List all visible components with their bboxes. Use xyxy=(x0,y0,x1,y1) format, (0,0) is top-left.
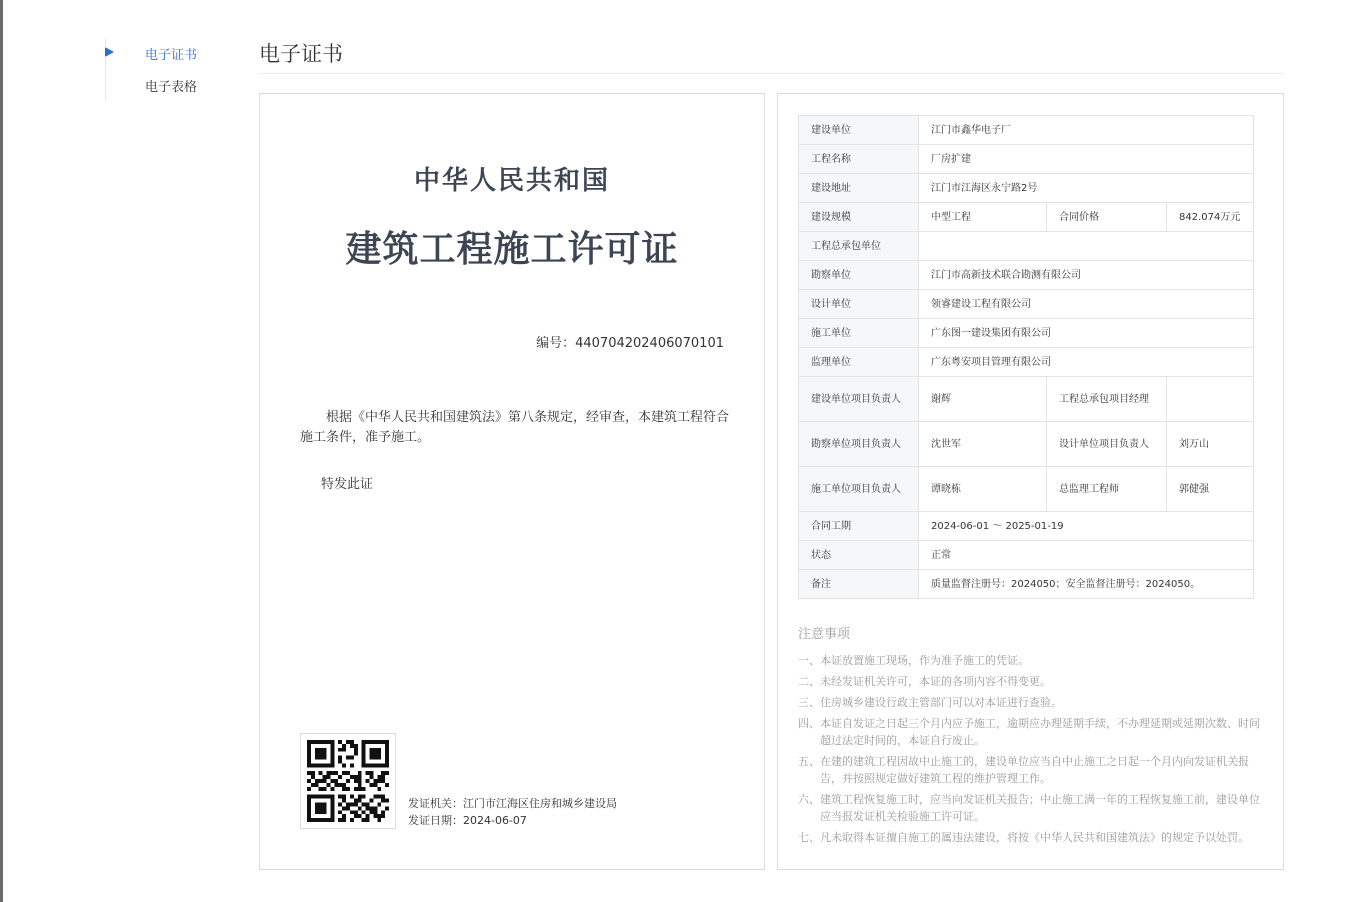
notice-text: 在建的建筑工程因故中止施工的，建设单位应当自中止施工之日起一个月内向发证机关报告，并按照规定做好建筑工程的维护管理工作。 xyxy=(820,755,1249,785)
row-label: 设计单位项目负责人 xyxy=(1047,422,1167,467)
design-pm-value: 刘万山 xyxy=(1167,422,1254,467)
row-label: 设计单位 xyxy=(799,290,919,319)
certificate-card xyxy=(259,93,765,870)
notice-item xyxy=(798,694,1263,711)
builder-pm-value: 谭晓栋 xyxy=(919,467,1047,512)
table-row xyxy=(799,541,1254,570)
nav-item-e-certificate[interactable]: 电子证书 xyxy=(145,48,198,63)
table-row xyxy=(799,261,1254,290)
notice-text: 本证放置施工现场，作为准予施工的凭证。 xyxy=(820,654,1029,667)
title-divider xyxy=(259,73,1283,74)
table-row xyxy=(799,174,1254,203)
notice-number: 五、 xyxy=(798,755,820,768)
construction-unit-value: 江门市鑫华电子厂 xyxy=(919,116,1254,145)
row-label: 勘察单位 xyxy=(799,261,919,290)
row-label: 施工单位项目负责人 xyxy=(799,467,919,512)
window-left-edge xyxy=(0,0,3,902)
notice-text: 本证自发证之日起三个月内应予施工，逾期应办理延期手续，不办理延期或延期次数、时间超过法定时间的，本证自行废止。 xyxy=(820,717,1260,747)
builder-unit-value: 广东图一建设集团有限公司 xyxy=(919,319,1254,348)
certificate-number: 编号：440704202406070101 xyxy=(536,336,724,351)
certificate-title: 建筑工程施工许可证 xyxy=(345,229,679,270)
notice-text: 未经发证机关许可，本证的各项内容不得变更。 xyxy=(820,675,1051,688)
notice-item xyxy=(798,652,1263,669)
certificate-body: 根据《中华人民共和国建筑法》第八条规定，经审查，本建筑工程符合施工条件，准予施工。 xyxy=(300,410,730,445)
active-indicator-icon xyxy=(105,47,113,57)
row-label: 合同工期 xyxy=(799,512,919,541)
row-label: 建设地址 xyxy=(799,174,919,203)
row-label: 监理单位 xyxy=(799,348,919,377)
status-value: 正常 xyxy=(919,541,1254,570)
row-label: 状态 xyxy=(799,541,919,570)
row-label: 合同价格 xyxy=(1047,203,1167,232)
table-row xyxy=(799,377,1254,422)
notice-item xyxy=(798,715,1263,749)
owner-pm-value: 谢辉 xyxy=(919,377,1047,422)
notice-item xyxy=(798,673,1263,690)
side-nav xyxy=(105,38,216,100)
table-row xyxy=(799,116,1254,145)
supervision-unit-value: 广东粤安项目管理有限公司 xyxy=(919,348,1254,377)
row-label: 勘察单位项目负责人 xyxy=(799,422,919,467)
notice-number: 七、 xyxy=(798,831,820,844)
certificate-issued-text: 特发此证 xyxy=(321,477,374,492)
chief-supervisor-value: 郭健强 xyxy=(1167,467,1254,512)
row-label: 总监理工程师 xyxy=(1047,467,1167,512)
design-unit-value: 领睿建设工程有限公司 xyxy=(919,290,1254,319)
notice-text: 凡未取得本证擅自施工的属违法建设，将按《中华人民共和国建筑法》的规定予以处罚。 xyxy=(820,831,1249,844)
qr-code-icon xyxy=(307,740,389,822)
table-row xyxy=(799,570,1254,599)
certificate-country: 中华人民共和国 xyxy=(413,166,610,196)
contract-price-value: 842.074万元 xyxy=(1167,203,1254,232)
notice-number: 六、 xyxy=(798,793,820,806)
notice-title: 注意事项 xyxy=(798,627,851,642)
survey-pm-value: 沈世军 xyxy=(919,422,1047,467)
survey-unit-value: 江门市高新技术联合勘测有限公司 xyxy=(919,261,1254,290)
project-info-card xyxy=(777,93,1284,870)
notice-list xyxy=(798,652,1263,850)
row-label: 建设单位项目负责人 xyxy=(799,377,919,422)
row-label: 备注 xyxy=(799,570,919,599)
issuing-authority: 发证机关：江门市江海区住房和城乡建设局 xyxy=(408,797,617,810)
table-row xyxy=(799,290,1254,319)
row-label: 工程总承包单位 xyxy=(799,232,919,261)
table-row xyxy=(799,467,1254,512)
notice-item xyxy=(798,829,1263,846)
table-row xyxy=(799,348,1254,377)
table-row xyxy=(799,232,1254,261)
nav-item-e-form[interactable]: 电子表格 xyxy=(145,80,198,95)
notice-number: 二、 xyxy=(798,675,820,688)
row-label: 建设规模 xyxy=(799,203,919,232)
contract-period-value: 2024-06-01 ～ 2025-01-19 xyxy=(919,512,1254,541)
row-label: 工程总承包项目经理 xyxy=(1047,377,1167,422)
notice-number: 四、 xyxy=(798,717,820,730)
address-value: 江门市江海区永宁路2号 xyxy=(919,174,1254,203)
qr-code xyxy=(300,733,396,829)
gc-pm-value xyxy=(1167,377,1254,422)
row-label: 施工单位 xyxy=(799,319,919,348)
project-info-table xyxy=(798,115,1254,599)
table-row xyxy=(799,512,1254,541)
project-name-value: 厂房扩建 xyxy=(919,145,1254,174)
page-title: 电子证书 xyxy=(259,42,343,66)
notice-number: 一、 xyxy=(798,654,820,667)
remarks-value: 质量监督注册号：2024050；安全监督注册号：2024050。 xyxy=(919,570,1254,599)
notice-text: 建筑工程恢复施工时，应当向发证机关报告；中止施工满一年的工程恢复施工前，建设单位应当报发证机关检验施工许可证。 xyxy=(820,793,1260,823)
row-label: 工程名称 xyxy=(799,145,919,174)
table-row xyxy=(799,203,1254,232)
notice-number: 三、 xyxy=(798,696,820,709)
table-row xyxy=(799,145,1254,174)
notice-item xyxy=(798,753,1263,787)
notice-text: 住房城乡建设行政主管部门可以对本证进行查验。 xyxy=(820,696,1062,709)
scale-value: 中型工程 xyxy=(919,203,1047,232)
notice-item xyxy=(798,791,1263,825)
issue-date: 发证日期：2024-06-07 xyxy=(408,814,527,827)
general-contractor-value xyxy=(919,232,1254,261)
table-row xyxy=(799,422,1254,467)
row-label: 建设单位 xyxy=(799,116,919,145)
table-row xyxy=(799,319,1254,348)
